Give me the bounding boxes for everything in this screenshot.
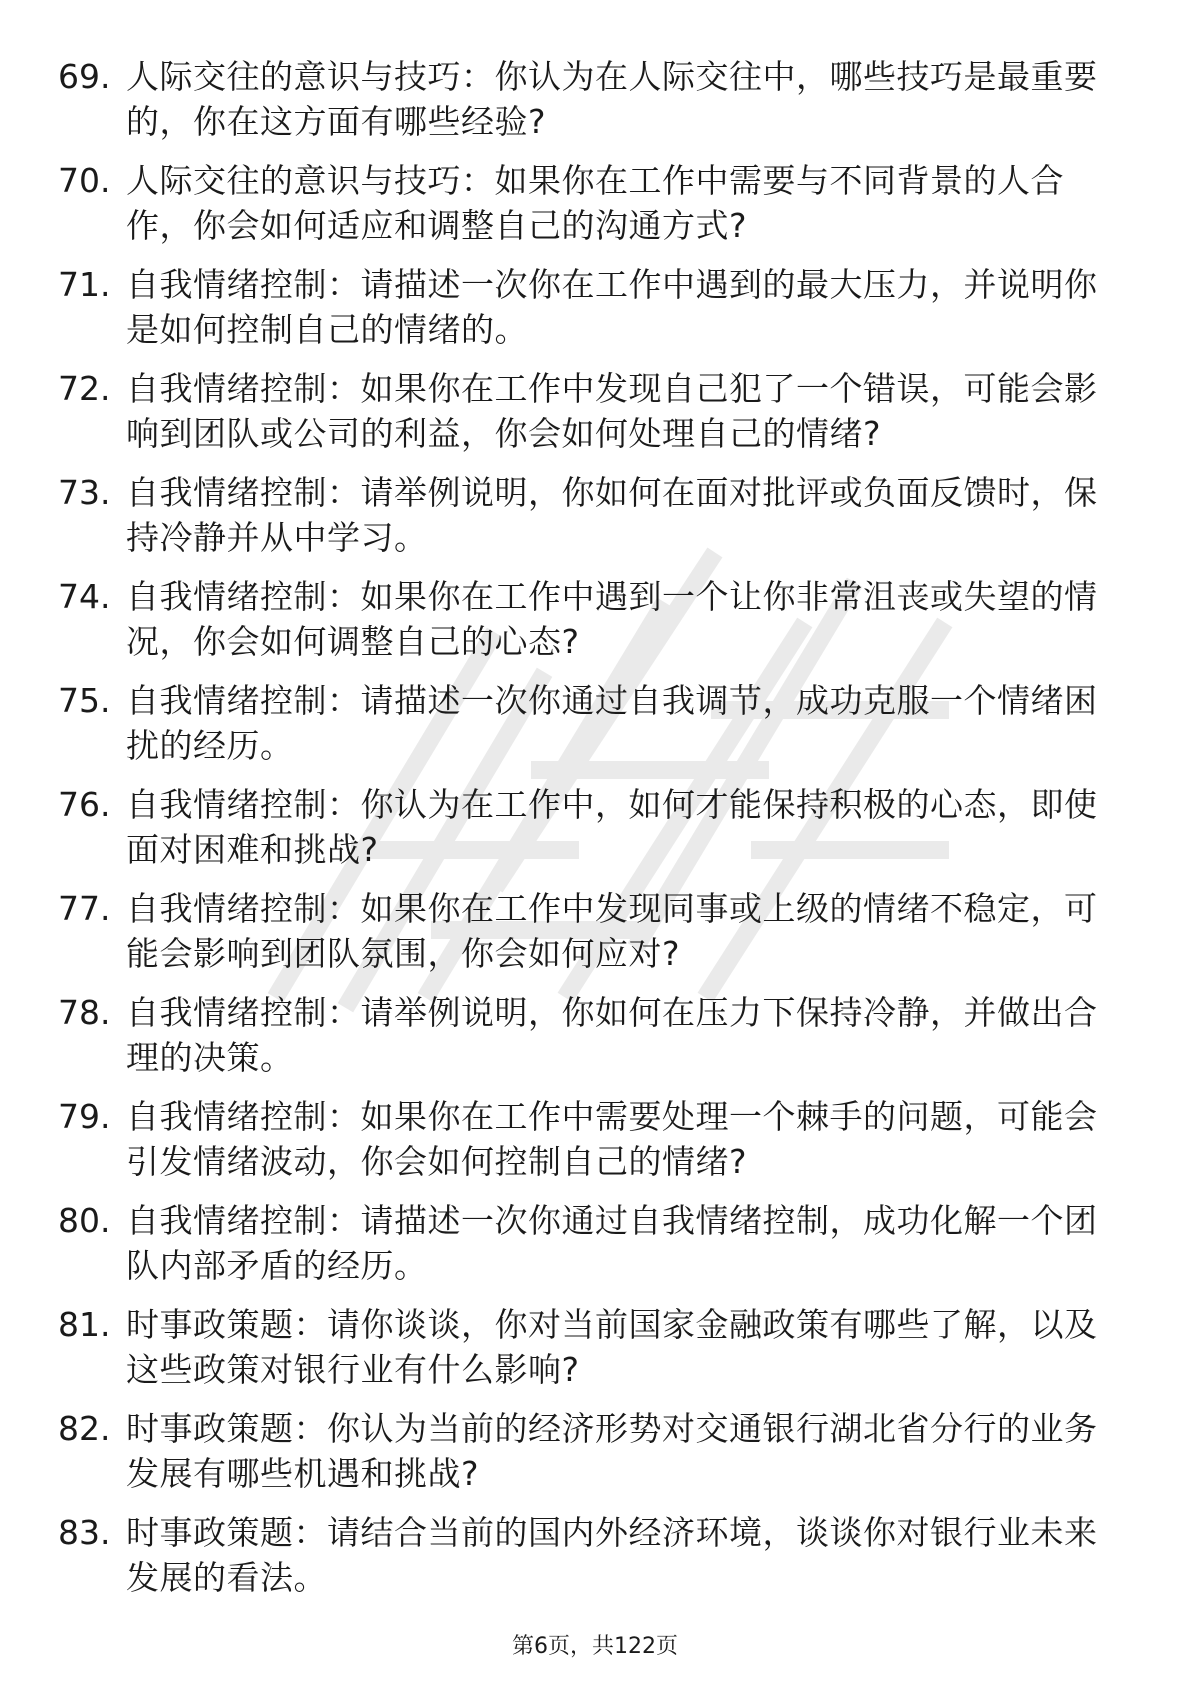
question-number: 81. bbox=[58, 1305, 111, 1344]
question-number: 72. bbox=[58, 369, 111, 408]
question-item bbox=[58, 574, 1118, 678]
question-item bbox=[58, 1302, 1118, 1406]
question-item bbox=[58, 366, 1118, 470]
question-text: 自我情绪控制：如果你在工作中发现同事或上级的情绪不稳定，可能会影响到团队氛围，你会如何应对? bbox=[126, 889, 1098, 973]
question-number: 69. bbox=[58, 57, 111, 96]
question-text: 时事政策题：请你谈谈，你对当前国家金融政策有哪些了解，以及这些政策对银行业有什么影响? bbox=[126, 1305, 1098, 1389]
question-text: 自我情绪控制：你认为在工作中，如何才能保持积极的心态，即使面对困难和挑战? bbox=[126, 785, 1098, 869]
question-item bbox=[58, 782, 1118, 886]
question-item bbox=[58, 1094, 1118, 1198]
question-text: 自我情绪控制：如果你在工作中需要处理一个棘手的问题，可能会引发情绪波动，你会如何控制自己的情绪? bbox=[126, 1097, 1098, 1181]
question-number: 75. bbox=[58, 681, 111, 720]
question-text: 自我情绪控制：如果你在工作中遇到一个让你非常沮丧或失望的情况，你会如何调整自己的心态? bbox=[126, 577, 1098, 661]
question-item bbox=[58, 886, 1118, 990]
question-item bbox=[58, 1198, 1118, 1302]
question-number: 82. bbox=[58, 1409, 111, 1448]
question-number: 80. bbox=[58, 1201, 111, 1240]
question-text: 自我情绪控制：请描述一次你在工作中遇到的最大压力，并说明你是如何控制自己的情绪的。 bbox=[126, 265, 1098, 349]
question-number: 77. bbox=[58, 889, 111, 928]
question-text: 自我情绪控制：如果你在工作中发现自己犯了一个错误，可能会影响到团队或公司的利益，你会如何处理自己的情绪? bbox=[126, 369, 1098, 453]
question-number: 76. bbox=[58, 785, 111, 824]
question-number: 70. bbox=[58, 161, 111, 200]
question-number: 73. bbox=[58, 473, 111, 512]
question-item bbox=[58, 990, 1118, 1094]
question-text: 时事政策题：你认为当前的经济形势对交通银行湖北省分行的业务发展有哪些机遇和挑战? bbox=[126, 1409, 1098, 1493]
question-item bbox=[58, 678, 1118, 782]
question-item bbox=[58, 1510, 1118, 1614]
question-number: 74. bbox=[58, 577, 111, 616]
question-text: 自我情绪控制：请举例说明，你如何在压力下保持冷静，并做出合理的决策。 bbox=[126, 993, 1098, 1077]
question-number: 79. bbox=[58, 1097, 111, 1136]
question-text: 时事政策题：请结合当前的国内外经济环境，谈谈你对银行业未来发展的看法。 bbox=[126, 1513, 1098, 1597]
question-number: 71. bbox=[58, 265, 111, 304]
question-text: 人际交往的意识与技巧：你认为在人际交往中，哪些技巧是最重要的，你在这方面有哪些经验? bbox=[126, 57, 1098, 141]
question-item bbox=[58, 470, 1118, 574]
question-text: 自我情绪控制：请描述一次你通过自我调节，成功克服一个情绪困扰的经历。 bbox=[126, 681, 1098, 765]
question-list bbox=[58, 54, 1118, 1614]
question-item bbox=[58, 158, 1118, 262]
question-number: 78. bbox=[58, 993, 111, 1032]
question-text: 自我情绪控制：请举例说明，你如何在面对批评或负面反馈时，保持冷静并从中学习。 bbox=[126, 473, 1098, 557]
question-item bbox=[58, 262, 1118, 366]
question-item bbox=[58, 54, 1118, 158]
question-text: 自我情绪控制：请描述一次你通过自我情绪控制，成功化解一个团队内部矛盾的经历。 bbox=[126, 1201, 1098, 1285]
question-text: 人际交往的意识与技巧：如果你在工作中需要与不同背景的人合作，你会如何适应和调整自己的沟通方式? bbox=[126, 161, 1064, 245]
question-number: 83. bbox=[58, 1513, 111, 1552]
question-item bbox=[58, 1406, 1118, 1510]
page-footer: 第6页，共122页 bbox=[512, 1634, 678, 1659]
